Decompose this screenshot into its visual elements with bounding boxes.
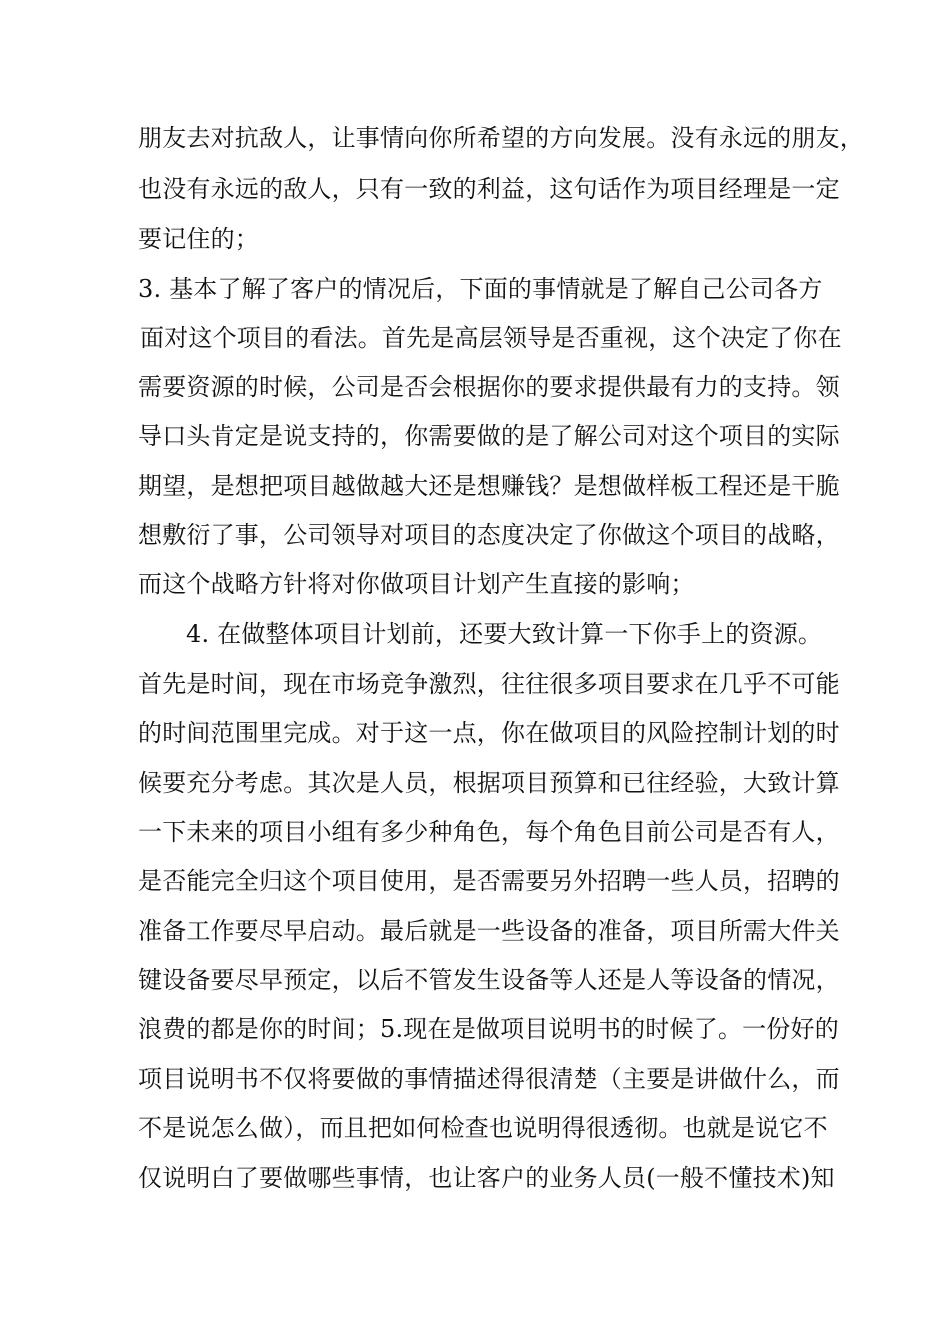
text-line: 3. 基本了解了客户的情况后，下面的事情就是了解自己公司各方 (138, 275, 823, 303)
text-line: 不是说怎么做），而且把如何检查也说明得很透彻。也就是说它不 (138, 1114, 828, 1142)
text-line: 期望，是想把项目越做越大还是想赚钱？是想做样板工程还是干脆 (138, 472, 840, 500)
text-line: 浪费的都是你的时间；5.现在是做项目说明书的时候了。一份好的 (138, 1015, 839, 1043)
text-line: 而这个战略方针将对你做项目计划产生直接的影响； (138, 570, 695, 598)
text-line: 准备工作要尽早启动。最后就是一些设备的准备，项目所需大件关 (138, 917, 840, 945)
text-line: 一下未来的项目小组有多少种角色，每个角色目前公司是否有人， (138, 818, 840, 846)
text-line: 导口头肯定是说支持的，你需要做的是了解公司对这个项目的实际 (138, 422, 840, 450)
text-line: 要记住的； (138, 225, 259, 253)
text-line: 4. 在做整体项目计划前，还要大致计算一下你手上的资源。 (186, 620, 823, 648)
text-line: 仅说明白了要做哪些事情，也让客户的业务人员(一般不懂技术)知 (138, 1164, 835, 1192)
text-line: 是否能完全归这个项目使用，是否需要另外招聘一些人员，招聘的 (138, 867, 840, 895)
text-line: 也没有永远的敌人，只有一致的利益，这句话作为项目经理是一定 (138, 175, 840, 203)
text-line: 的时间范围里完成。对于这一点，你在做项目的风险控制计划的时 (138, 719, 840, 747)
text-line: 需要资源的时候，公司是否会根据你的要求提供最有力的支持。领 (138, 373, 840, 401)
text-line: 朋友去对抗敌人，让事情向你所希望的方向发展。没有永远的朋友， (138, 124, 864, 152)
text-line: 首先是时间，现在市场竞争激烈，往往很多项目要求在几乎不可能 (138, 670, 840, 698)
text-line: 项目说明书不仅将要做的事情描述得很清楚（主要是讲做什么，而 (138, 1065, 840, 1093)
text-line: 想敷衍了事，公司领导对项目的态度决定了你做这个项目的战略， (138, 521, 840, 549)
text-line: 候要充分考虑。其次是人员，根据项目预算和已往经验，大致计算 (138, 769, 840, 797)
text-line: 键设备要尽早预定，以后不管发生设备等人还是人等设备的情况， (138, 966, 840, 994)
text-line: 面对这个项目的看法。首先是高层领导是否重视，这个决定了你在 (140, 324, 842, 352)
